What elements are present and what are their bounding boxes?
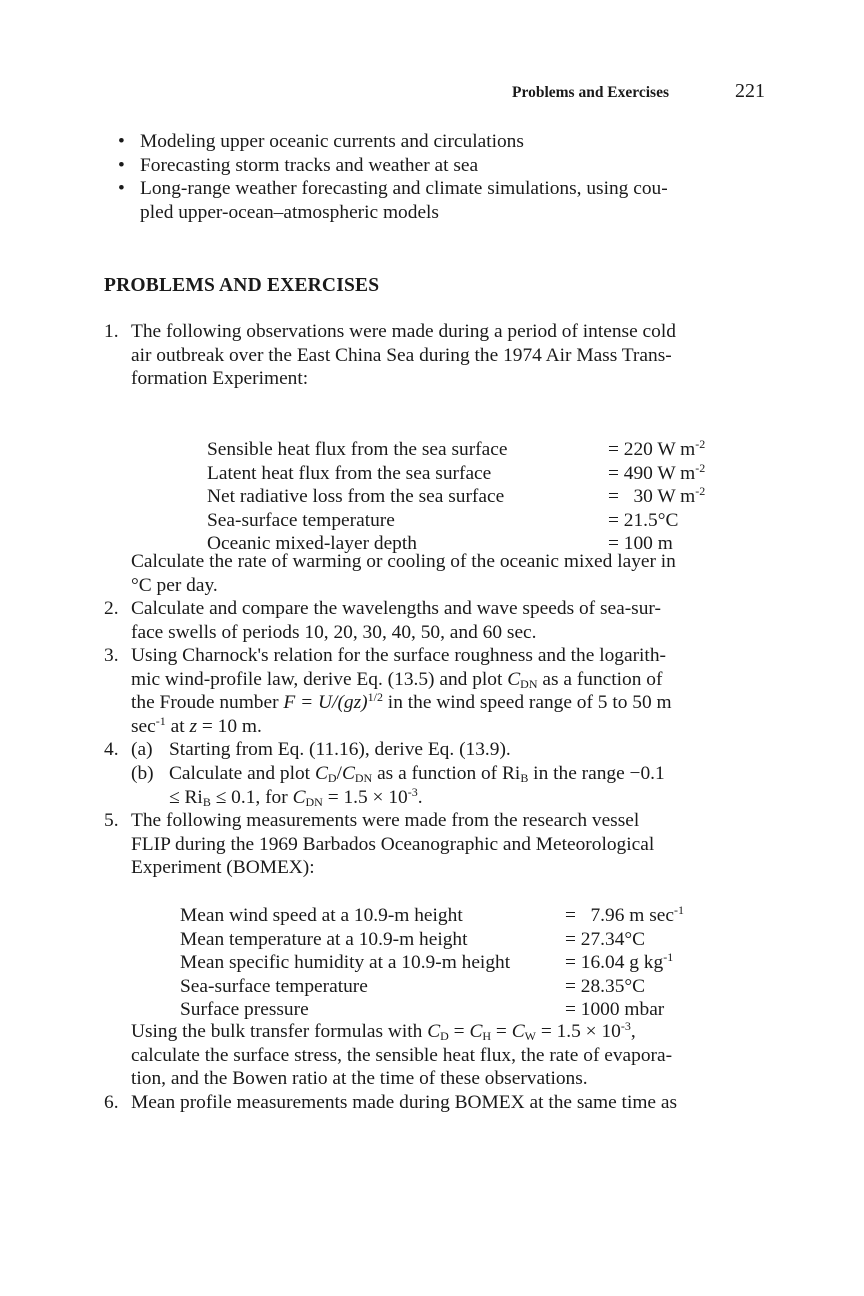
problem-line: The following observations were made during a period of intense cold xyxy=(131,321,676,342)
problem-line: mic wind-profile law, derive Eq. (13.5) and plot CDN as a function of xyxy=(131,668,663,691)
problem-line: Mean profile measurements made during BOMEX at the same time as xyxy=(131,1092,678,1113)
list-item-text: Forecasting storm tracks and weather at sea xyxy=(140,154,479,176)
problem-number: 3. xyxy=(104,645,119,666)
problem-6 xyxy=(104,1091,764,1115)
bullet-icon: • xyxy=(118,131,125,152)
bullet-icon: • xyxy=(118,178,125,200)
problem-line: Experiment (BOMEX): xyxy=(131,857,315,879)
subpart-label: (a) xyxy=(131,739,153,760)
problem-number: 5. xyxy=(104,810,119,831)
list-item xyxy=(118,154,768,178)
table-row xyxy=(180,904,740,928)
bullet-list xyxy=(118,130,768,224)
problem-line: $\sec^{-1}$ at z = 10 m. xyxy=(131,713,262,737)
exponent: -2 xyxy=(695,437,706,451)
problem-line: °C per day. xyxy=(131,574,218,596)
table-value: = 7.96 m sec xyxy=(565,905,674,926)
problem-line: Calculate the rate of warming or cooling of the oceanic mixed layer in xyxy=(131,551,676,572)
table-label: Oceanic mixed-layer depth xyxy=(207,533,417,555)
problem-line: tion, and the Bowen ratio at the time of these observations. xyxy=(131,1068,588,1090)
list-item-text: Modeling upper oceanic currents and circulations xyxy=(140,131,524,152)
problem-line: face swells of periods 10, 20, 30, 40, 50, and 60 sec. xyxy=(131,621,537,643)
table-row xyxy=(207,509,727,533)
table-row xyxy=(180,951,740,975)
bullet-icon: • xyxy=(118,154,125,176)
problem-line: The following measurements were made from the research vessel xyxy=(131,810,640,831)
table-row xyxy=(180,975,740,999)
problem-line: air outbreak over the East China Sea during the 1974 Air Mass Trans- xyxy=(131,344,672,366)
table-value: = 220 W m xyxy=(608,439,696,460)
table-label: Surface pressure xyxy=(180,999,309,1021)
table-value: = 21.5°C xyxy=(608,509,679,531)
problem-3 xyxy=(104,644,764,738)
table-label: Sensible heat flux from the sea surface xyxy=(207,439,508,460)
problem-line: Starting from Eq. (11.16), derive Eq. (13.9). xyxy=(169,739,511,760)
problem-1 xyxy=(104,320,764,391)
table-label: Mean specific humidity at a 10.9-m height xyxy=(180,952,511,974)
subpart-label: (b) xyxy=(131,763,154,784)
exponent: -2 xyxy=(695,460,706,475)
observations-table xyxy=(207,438,727,556)
problem-number: 4. xyxy=(104,739,119,760)
problem-line: formation Experiment: xyxy=(131,368,309,390)
problem-line: Calculate and compare the wavelengths and wave speeds of sea-sur- xyxy=(131,598,661,619)
table-value: = 1000 mbar xyxy=(565,999,665,1021)
problem-1-question xyxy=(104,550,764,597)
table-value: = 490 W m xyxy=(608,462,696,484)
table-value: = 16.04 g kg xyxy=(565,952,664,974)
problem-line: FLIP during the 1969 Barbados Oceanographic and Meteorological xyxy=(131,833,655,855)
measurements-table xyxy=(180,904,740,1022)
table-label: Mean wind speed at a 10.9-m height xyxy=(180,905,463,926)
problem-2 xyxy=(104,597,764,644)
running-header xyxy=(500,80,765,108)
problem-line: the Froude number F = U/(gz)$^{1/2}$ in the wind speed range of 5 to 50 m xyxy=(131,690,672,714)
table-value: = 28.35°C xyxy=(565,975,646,997)
table-row xyxy=(207,485,727,509)
list-item xyxy=(118,177,768,201)
list-item xyxy=(118,130,768,154)
section-heading: PROBLEMS AND EXERCISES xyxy=(104,275,380,296)
list-item-text: Long-range weather forecasting and climate simulations, using cou- xyxy=(140,178,668,200)
problem-number: 2. xyxy=(104,598,119,619)
problem-number: 1. xyxy=(104,321,119,342)
problem-line: Calculate and plot CD/CDN as a function of RiB in the range −0.1 xyxy=(169,763,665,785)
problem-line: calculate the surface stress, the sensible heat flux, the rate of evapora- xyxy=(131,1044,673,1066)
problem-4b xyxy=(131,762,764,809)
problem-line: Using Charnock's relation for the surface roughness and the logarith- xyxy=(131,645,666,666)
problem-4a xyxy=(131,738,764,762)
exponent: -2 xyxy=(695,484,706,499)
table-row xyxy=(207,438,727,462)
table-value: = 100 m xyxy=(608,533,673,555)
problem-number: 6. xyxy=(104,1092,119,1113)
problem-5 xyxy=(104,809,764,880)
table-value: = 30 W m xyxy=(608,486,696,508)
table-row xyxy=(207,462,727,486)
problem-line: ≤ RiB ≤ 0.1, for CDN = $1.5 \times 10^{-3}$. xyxy=(169,784,423,809)
exponent: -1 xyxy=(663,950,674,965)
list-item-continuation xyxy=(118,201,768,225)
table-value: = 27.34°C xyxy=(565,928,646,950)
problem-5-question xyxy=(104,1020,764,1091)
table-row xyxy=(180,998,740,1022)
page-number: 221 xyxy=(735,80,765,102)
table-label: Sea-surface temperature xyxy=(180,975,368,997)
exponent: -1 xyxy=(673,903,684,917)
problem-line: Using the bulk transfer formulas with CD = CH = CW = $1.5 \times 10^{-3}$, xyxy=(131,1019,636,1043)
table-label: Net radiative loss from the sea surface xyxy=(207,486,505,508)
table-label: Latent heat flux from the sea surface xyxy=(207,462,492,484)
running-title: Problems and Exercises xyxy=(512,84,670,101)
table-row xyxy=(180,928,740,952)
table-label: Sea-surface temperature xyxy=(207,509,395,531)
list-item-text: pled upper-ocean–atmospheric models xyxy=(140,201,439,223)
table-label: Mean temperature at a 10.9-m height xyxy=(180,928,468,950)
